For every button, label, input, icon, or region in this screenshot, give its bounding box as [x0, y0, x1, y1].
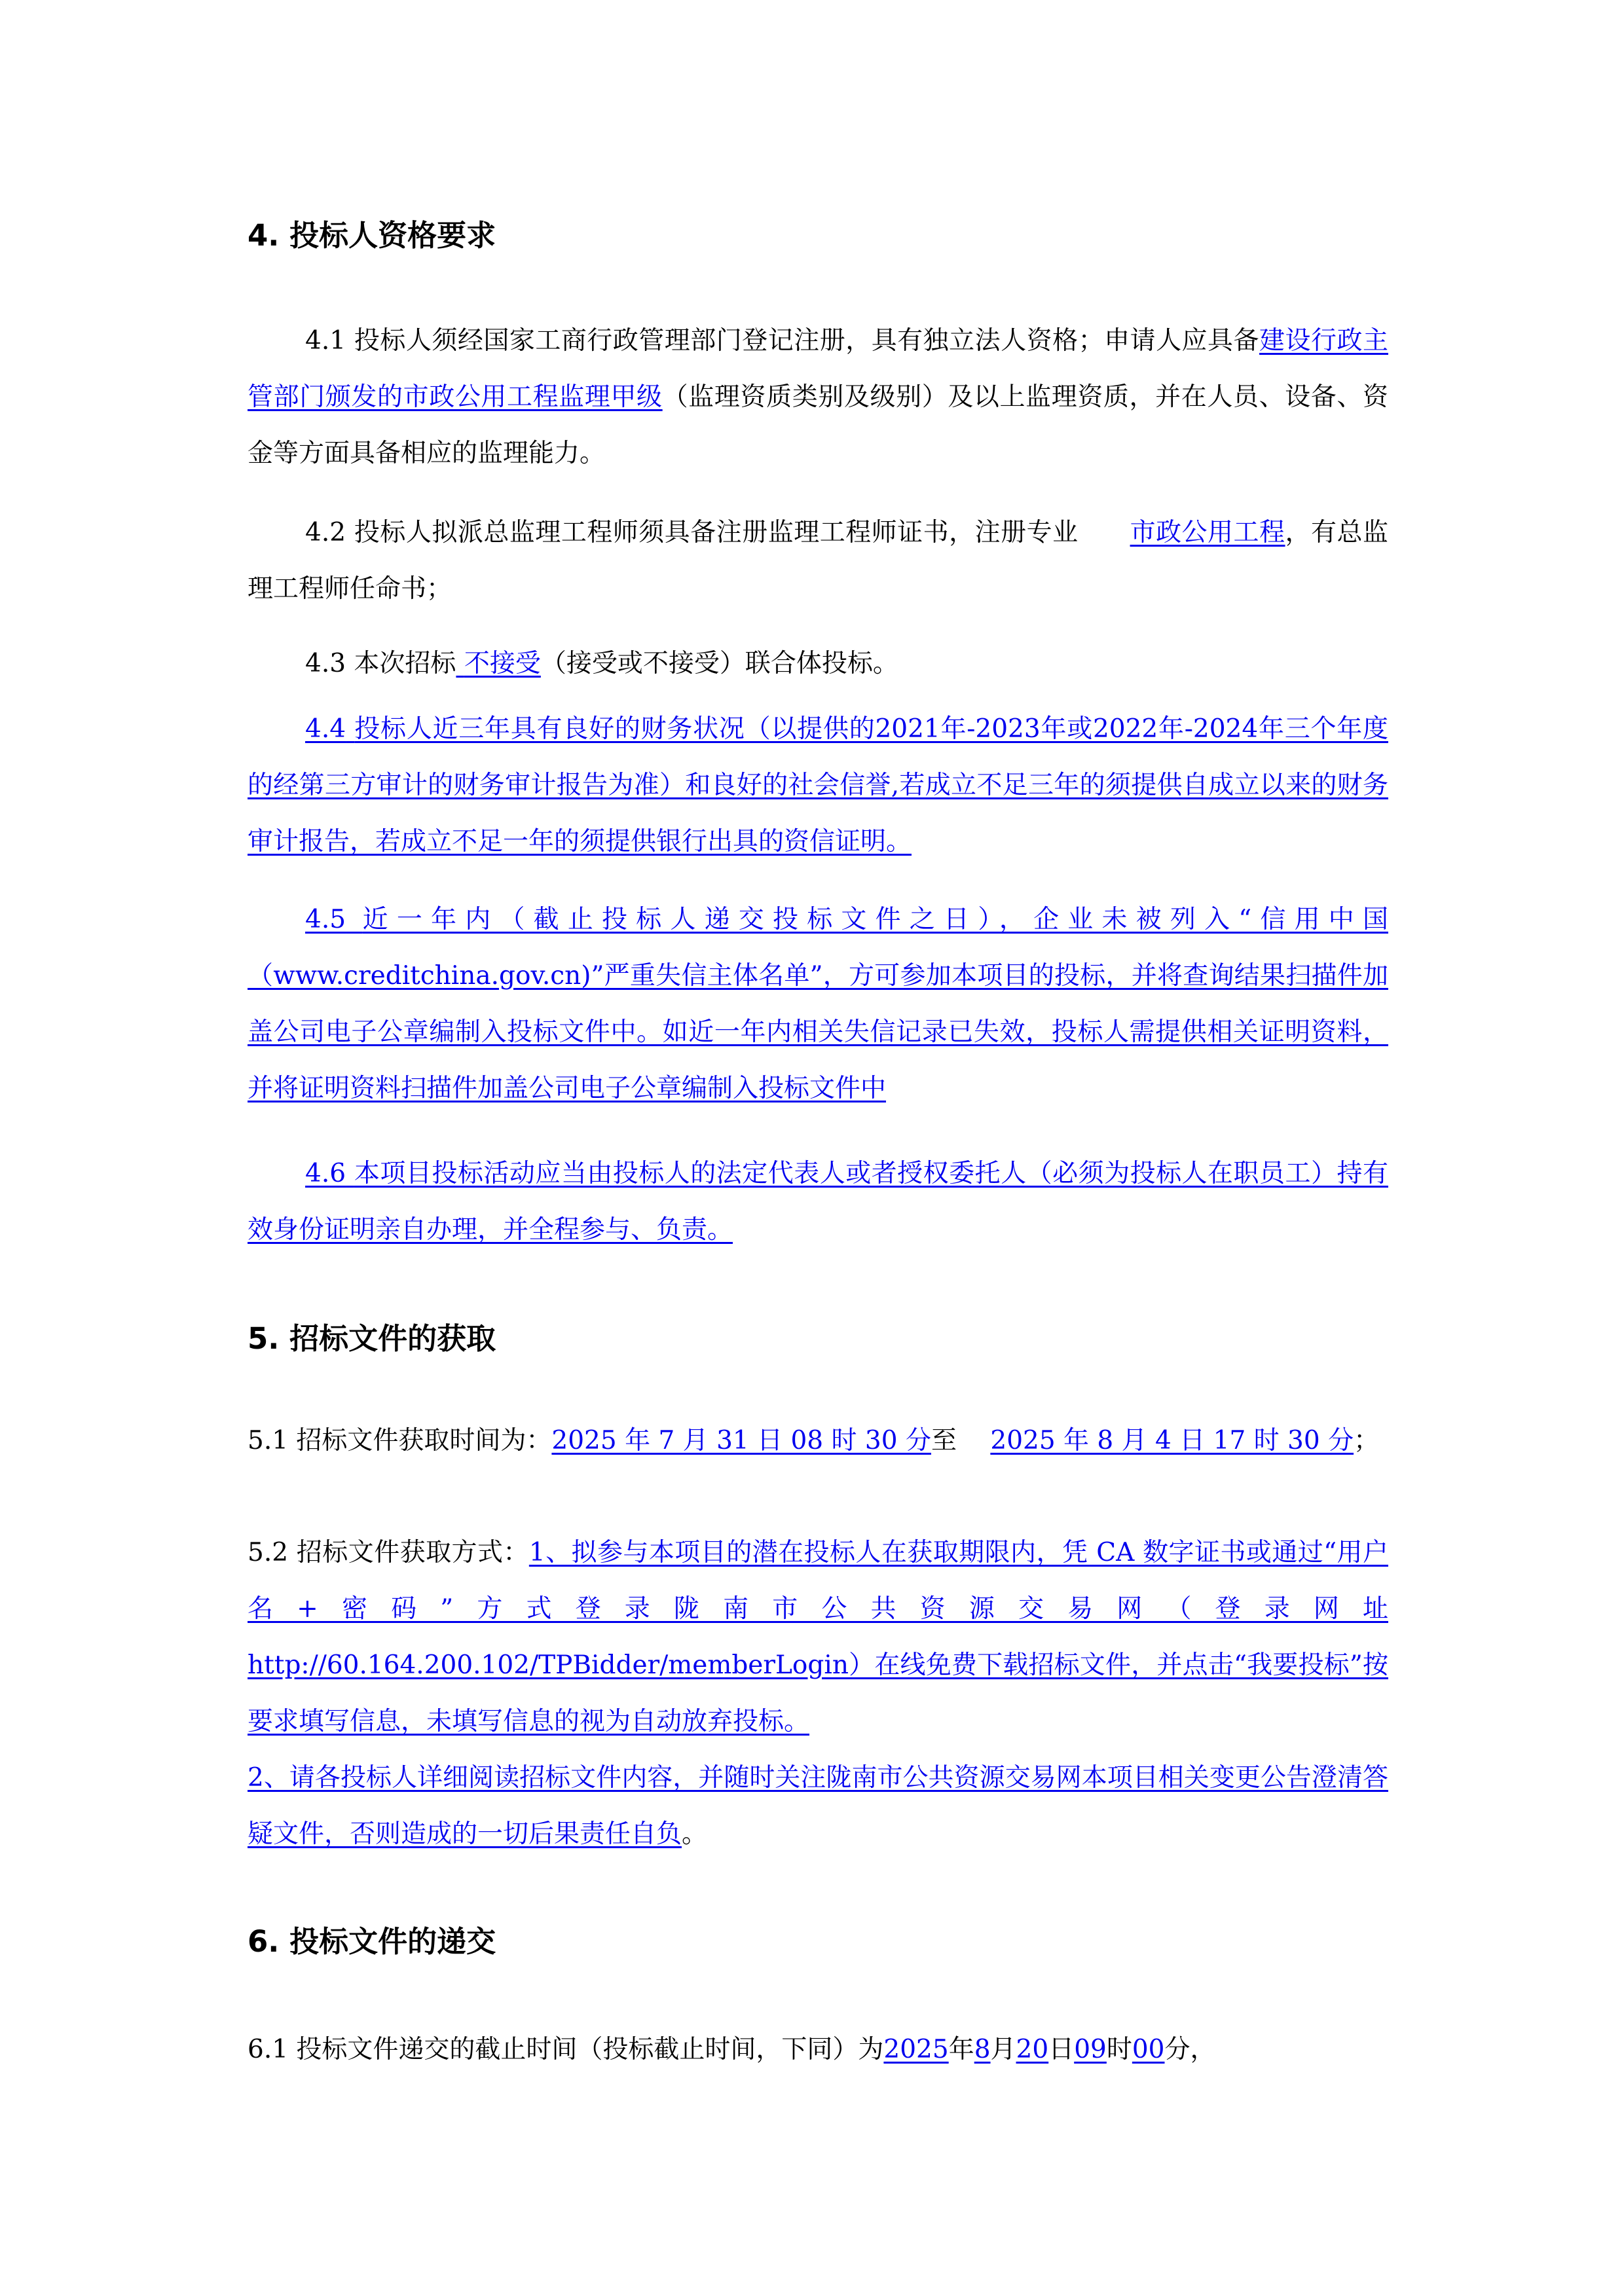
- para-4-2: [248, 505, 1388, 617]
- para-4-6: [248, 1146, 1388, 1258]
- deadline-minute[interactable]: 00: [1132, 2035, 1165, 2064]
- hour-unit: 时: [1106, 2035, 1132, 2064]
- get-start-time[interactable]: 2025 年 7 月 31 日 08 时 30 分: [551, 1426, 931, 1455]
- para-6-1-text: 6.1 投标文件递交的截止时间（投标截止时间，下同）为: [248, 2035, 884, 2064]
- para-4-4: [248, 701, 1388, 870]
- deadline-hour[interactable]: 09: [1074, 2035, 1107, 2064]
- para-4-5-link[interactable]: 4.5 近一年内（截止投标人递交投标文件之日），企业未被列入“信用中国（www.creditchina.gov.cn)”严重失信主体名单”，方可参加本项目的投标，并将查询结果扫描件加盖公司电子公章编制入投标文件中。如近一年内相关失信记录已失效，投标人需提供相关证明资料，并将证明资料扫描件加盖公司电子公章编制入投标文件中: [248, 905, 1388, 1103]
- para-5-2-method-1[interactable]: 1、拟参与本项目的潜在投标人在获取期限内，凭 CA 数字证书或通过“用户名+密码”方式登录陇南市公共资源交易网（登录网址http://60.164.200.102/TPBidder/memberLogin）在线免费下载招标文件，并点击“我要投标”按要求填写信息，未填写信息的视为自动放弃投标。: [248, 1538, 1388, 1736]
- para-4-5: [248, 892, 1388, 1117]
- get-end-time[interactable]: 2025 年 8 月 4 日 17 时 30 分: [990, 1426, 1354, 1455]
- para-4-2-link[interactable]: 市政公用工程: [1130, 518, 1285, 547]
- para-5-1-end: ；: [1354, 1426, 1380, 1455]
- year-unit: 年: [948, 2035, 974, 2064]
- para-5-2-text: 5.2 招标文件获取方式：: [248, 1538, 529, 1567]
- para-4-1: [248, 313, 1388, 482]
- month-unit: 月: [990, 2035, 1016, 2064]
- para-5-1-text: 5.1 招标文件获取时间为：: [248, 1426, 552, 1455]
- para-4-2-text-end: ，有总监理工程师任命书；: [248, 518, 1388, 604]
- para-4-6-link[interactable]: 4.6 本项目投标活动应当由投标人的法定代表人或者授权委托人（必须为投标人在职员工）持有效身份证明亲自办理，并全程参与、负责。: [248, 1159, 1388, 1245]
- para-6-1: [248, 2022, 1388, 2078]
- deadline-day[interactable]: 20: [1016, 2035, 1049, 2064]
- para-4-3-text-end: （接受或不接受）联合体投标。: [540, 649, 898, 678]
- para-5-2-end: 。: [682, 1819, 708, 1849]
- para-4-2-text: 4.2 投标人拟派总监理工程师须具备注册监理工程师证书，注册专业: [305, 518, 1079, 547]
- para-4-3-text: 4.3 本次招标: [305, 649, 456, 678]
- para-4-1-text-end: （监理资质类别及级别）及以上监理资质，并在人员、设备、资金等方面具备相应的监理能力。: [248, 382, 1388, 468]
- para-4-1-link[interactable]: 建设行政主管部门颁发的市政公用工程监理甲级: [248, 326, 1388, 412]
- para-5-2: [248, 1525, 1388, 1863]
- para-4-3: [248, 636, 1388, 692]
- para-4-3-link[interactable]: 不接受: [464, 649, 541, 678]
- day-unit: 日: [1048, 2035, 1075, 2064]
- para-4-4-link[interactable]: 4.4 投标人近三年具有良好的财务状况（以提供的2021年-2023年或2022年-2024年三个年度的经第三方审计的财务审计报告为准）和良好的社会信誉,若成立不足三年的须提供自成立以来的财务审计报告，若成立不足一年的须提供银行出具的资信证明。: [248, 714, 1388, 856]
- section-4-heading: 4. 投标人资格要求: [248, 218, 496, 253]
- para-4-1-text: 4.1 投标人须经国家工商行政管理部门登记注册，具有独立法人资格；申请人应具备: [305, 326, 1260, 355]
- deadline-year[interactable]: 2025: [883, 2035, 949, 2064]
- section-5-heading: 5. 招标文件的获取: [248, 1321, 496, 1356]
- para-5-1-to: 至: [931, 1426, 957, 1455]
- para-5-1: [248, 1413, 1388, 1469]
- para-5-2-method-2[interactable]: 2、请各投标人详细阅读招标文件内容，并随时关注陇南市公共资源交易网本项目相关变更公告澄清答疑文件，否则造成的一切后果责任自负: [248, 1763, 1388, 1849]
- deadline-month[interactable]: 8: [974, 2035, 991, 2064]
- section-6-heading: 6. 投标文件的递交: [248, 1924, 496, 1959]
- minute-unit: 分，: [1164, 2035, 1216, 2064]
